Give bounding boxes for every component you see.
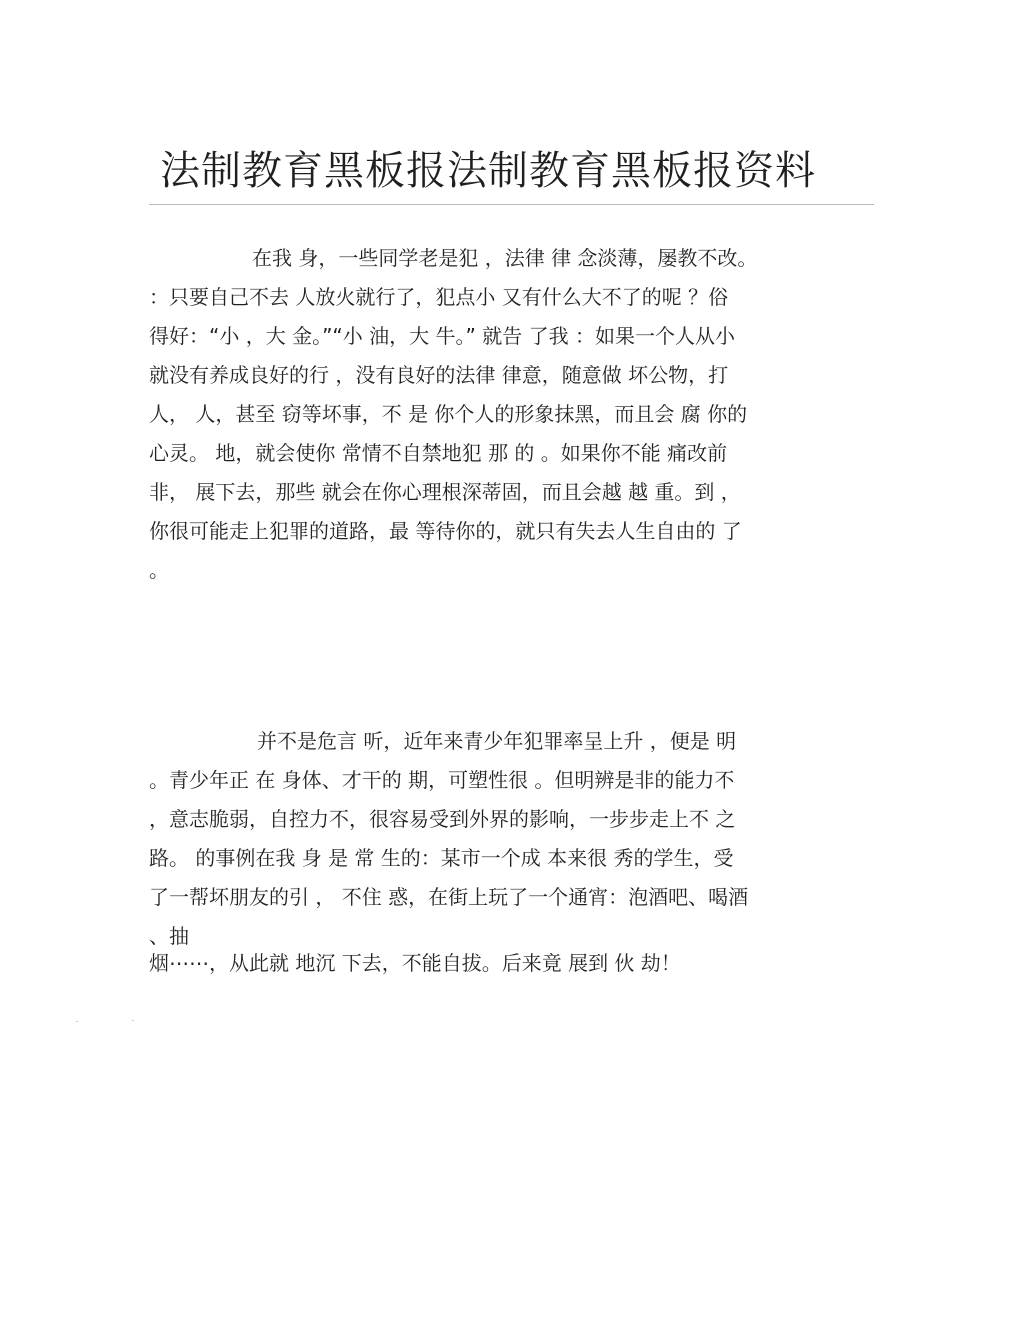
paragraph-line: 人， 人，甚至 窃等坏事，不 是 你个人的形象抹黑，而且会 腐 你的	[149, 402, 748, 426]
paragraph-1	[149, 239, 839, 590]
paragraph-line: 你很可能走上犯罪的道路，最 等待你的，就只有失去人生自由的 了	[149, 519, 742, 543]
paragraph-line: 路。 的事例在我 身 是 常 生的：某市一个成 本来很 秀的学生，受	[149, 846, 734, 870]
paragraph-line: 了一帮坏朋友的引 ， 不住 惑，在街上玩了一个通宵：泡酒吧、喝酒	[149, 885, 749, 909]
scan-speck	[132, 1020, 134, 1021]
paragraph-line: 。	[149, 558, 169, 582]
paragraph-line: 并不是危言 听，近年来青少年犯罪率呈上升 ，便是 明	[257, 729, 737, 753]
paragraph-line: 、抽	[149, 924, 189, 948]
paragraph-line: 在我 身，一些同学老是犯 ，法律 律 念淡薄，屡教不改。	[252, 246, 758, 270]
paragraph-line: 非， 展下去，那些 就会在你心理根深蒂固，而且会越 越 重。到 ，	[149, 480, 741, 504]
paragraph-line: 烟⋯⋯，从此就 地沉 下去，不能自拔。后来竟 展到 伙 劫！	[149, 951, 681, 975]
paragraph-line: 心灵。 地，就会使你 常情不自禁地犯 那 的 。如果你不能 痛改前	[149, 441, 728, 465]
paragraph-line: ：只要自己不去 人放火就行了，犯点小 又有什么大不了的呢 ？俗	[149, 285, 729, 309]
paragraph-3	[149, 944, 839, 983]
paragraph-line: 就没有养成良好的行 ，没有良好的法律 律意，随意做 坏公物，打	[149, 363, 729, 387]
paragraph-line: 。青少年正 在 身体、才干的 期，可塑性很 。但明辨是非的能力不	[149, 768, 735, 792]
paragraph-line: 得好：“小 ，大 金。”“小 油，大 牛。” 就告 了我 ：如果一个人从小	[149, 324, 735, 348]
paragraph-line: ，意志脆弱，自控力不，很容易受到外界的影响，一步步走上不 之	[149, 807, 736, 831]
document-title: 法制教育黑板报法制教育黑板报资料	[160, 148, 816, 194]
scan-speck	[76, 1021, 78, 1022]
title-divider	[149, 204, 874, 205]
paragraph-2	[149, 722, 839, 956]
